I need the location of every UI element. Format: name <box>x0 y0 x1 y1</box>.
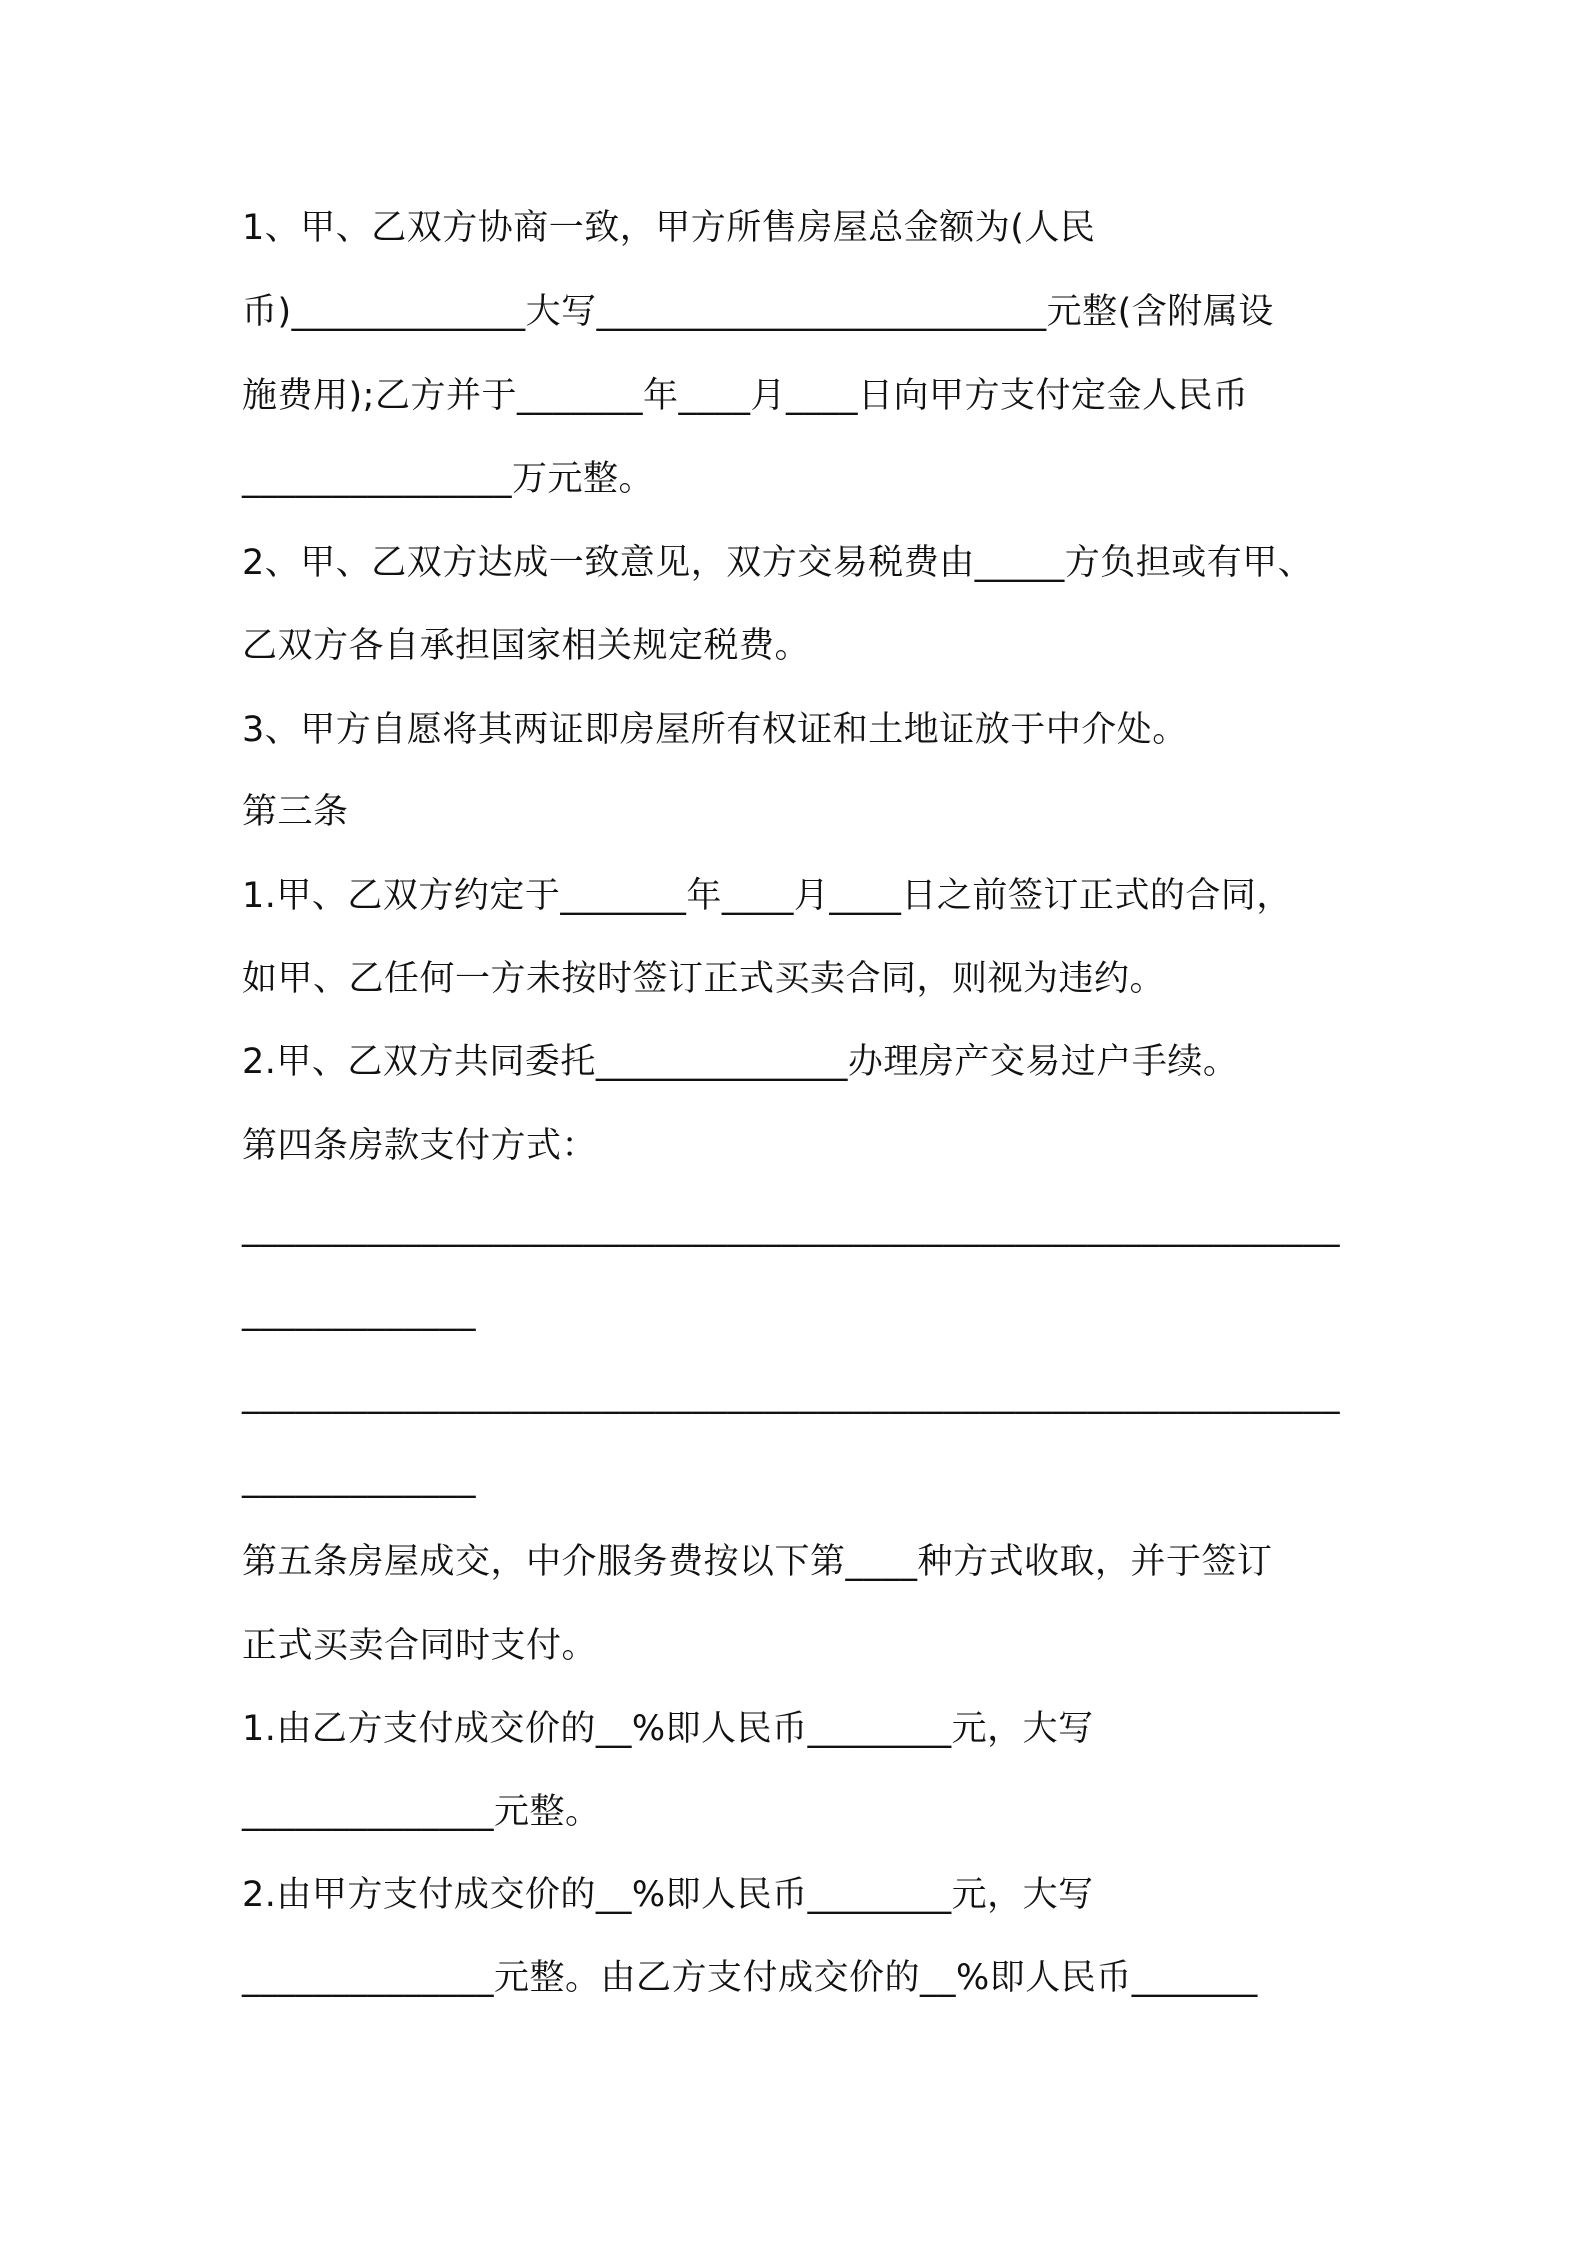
text-line: 正式买卖合同时支付。 <box>242 1626 598 1666</box>
text-line: 乙双方各自承担国家相关规定税费。 <box>242 626 811 666</box>
blank-fill-line: _____________ <box>242 1459 476 1499</box>
text-line: 2.由甲方支付成交价的__%即人民币________元，大写 <box>242 1875 1094 1915</box>
text-line: 币)_____________大写_________________________元整(含附属设 <box>242 292 1274 332</box>
text-line: 1.由乙方支付成交价的__%即人民币________元，大写 <box>242 1709 1094 1749</box>
text-line: 施费用);乙方并于_______年____月____日向甲方支付定金人民币 <box>242 376 1249 416</box>
blank-fill-line: _____________________________________________________________ <box>242 1208 1340 1248</box>
text-line: 1.甲、乙双方约定于_______年____月____日之前签订正式的合同， <box>242 876 1292 916</box>
section-heading: 第三条 <box>242 792 349 832</box>
section-heading: 第四条房款支付方式： <box>242 1126 598 1166</box>
text-line: 如甲、乙任何一方未按时签订正式买卖合同，则视为违约。 <box>242 959 1166 999</box>
blank-fill-line: _____________________________________________________________ <box>242 1375 1340 1415</box>
text-line: 3、甲方自愿将其两证即房屋所有权证和土地证放于中介处。 <box>242 710 1188 750</box>
blank-fill-line: _____________ <box>242 1292 476 1332</box>
text-line: 1、甲、乙双方协商一致，甲方所售房屋总金额为(人民 <box>242 208 1096 248</box>
text-line: 2.甲、乙双方共同委托______________办理房产交易过户手续。 <box>242 1042 1239 1082</box>
text-line: 第五条房屋成交，中介服务费按以下第____种方式收取，并于签订 <box>242 1542 1273 1582</box>
text-line: 2、甲、乙双方达成一致意见，双方交易税费由_____方负担或有甲、 <box>242 543 1314 583</box>
text-line: _______________万元整。 <box>242 459 655 499</box>
text-line: ______________元整。由乙方支付成交价的__%即人民币_______ <box>242 1958 1258 1998</box>
text-line: ______________元整。 <box>242 1792 601 1832</box>
